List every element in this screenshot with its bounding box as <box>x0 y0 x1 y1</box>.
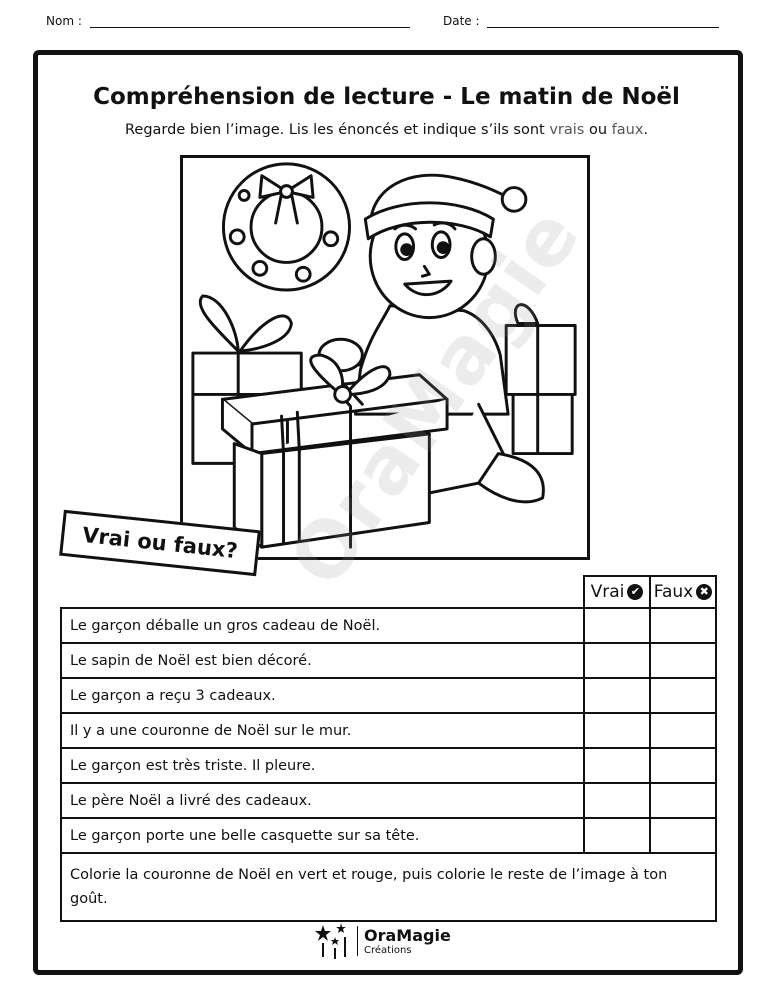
table-row <box>61 818 716 853</box>
name-label: Nom : <box>46 14 82 28</box>
logo-text <box>357 926 451 956</box>
faux-label: Faux <box>653 582 694 602</box>
instructions-text: Regarde bien l’image. Lis les énoncés et indique s’ils sont <box>124 122 550 138</box>
vrai-label: Vrai <box>590 582 625 602</box>
instruction-row <box>61 853 716 921</box>
back-gift-right <box>506 305 575 454</box>
check-circle-icon: ✔ <box>627 584 643 600</box>
statement-text: Le garçon a reçu 3 cadeaux. <box>61 678 584 713</box>
fireworks-icon <box>313 921 353 961</box>
table-row <box>61 748 716 783</box>
table-row <box>61 678 716 713</box>
table-row <box>61 608 716 643</box>
date-line[interactable] <box>487 15 719 28</box>
oramagie-logo <box>313 918 473 964</box>
statement-text: Le garçon porte une belle casquette sur sa tête. <box>61 818 584 853</box>
ou-word: ou <box>584 122 612 138</box>
vrai-checkbox[interactable] <box>584 783 650 818</box>
christmas-scene-image <box>183 158 587 557</box>
logo-name: OraMagie <box>364 926 451 945</box>
vrais-word: vrais <box>549 122 585 138</box>
faux-checkbox[interactable] <box>650 713 716 748</box>
instructions <box>0 122 773 138</box>
page-title: Compréhension de lecture - Le matin de Noël <box>93 84 680 110</box>
x-circle-icon: ✖ <box>696 584 712 600</box>
faux-checkbox[interactable] <box>650 818 716 853</box>
table-row <box>61 713 716 748</box>
logo-sub: Créations <box>364 945 412 956</box>
faux-checkbox[interactable] <box>650 643 716 678</box>
vrai-checkbox[interactable] <box>584 678 650 713</box>
statement-text: Le sapin de Noël est bien décoré. <box>61 643 584 678</box>
vrai-checkbox[interactable] <box>584 608 650 643</box>
coloring-illustration <box>180 155 590 560</box>
faux-header <box>650 576 716 608</box>
vrai-checkbox[interactable] <box>584 748 650 783</box>
statement-text: Le garçon déballe un gros cadeau de Noël. <box>61 608 584 643</box>
table-header-row <box>61 576 716 608</box>
name-line[interactable] <box>90 15 410 28</box>
statement-text: Le garçon est très triste. Il pleure. <box>61 748 584 783</box>
table-row <box>61 643 716 678</box>
faux-word: faux <box>611 122 644 138</box>
header-blank-cell <box>61 576 584 608</box>
vrai-checkbox[interactable] <box>584 713 650 748</box>
faux-checkbox[interactable] <box>650 748 716 783</box>
wreath-icon <box>223 164 349 290</box>
coloring-instruction: Colorie la couronne de Noël en vert et rouge, puis colorie le reste de l’image à ton goût. <box>61 853 716 921</box>
date-field[interactable] <box>443 14 719 28</box>
faux-checkbox[interactable] <box>650 783 716 818</box>
vrai-header <box>584 576 650 608</box>
name-field[interactable] <box>46 14 410 28</box>
true-false-table <box>60 575 717 922</box>
date-label: Date : <box>443 14 480 28</box>
faux-checkbox[interactable] <box>650 608 716 643</box>
vrai-checkbox[interactable] <box>584 818 650 853</box>
vrai-ou-faux-label: Vrai ou faux? <box>59 510 261 576</box>
statement-text: Il y a une couronne de Noël sur le mur. <box>61 713 584 748</box>
statement-text: Le père Noël a livré des cadeaux. <box>61 783 584 818</box>
table-row <box>61 783 716 818</box>
faux-checkbox[interactable] <box>650 678 716 713</box>
vrai-checkbox[interactable] <box>584 643 650 678</box>
instructions-end: . <box>643 122 649 138</box>
